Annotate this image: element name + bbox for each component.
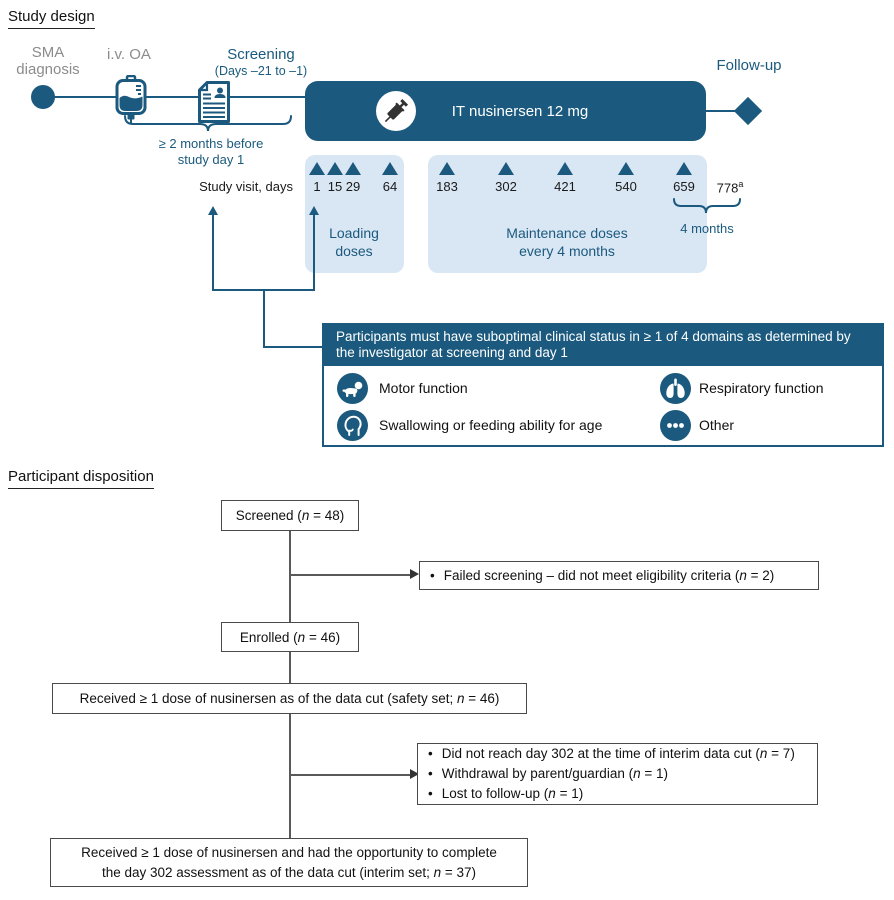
visit-day: 540: [615, 179, 637, 194]
visit-day: 302: [495, 179, 517, 194]
pre-months-brace: [120, 112, 300, 138]
dose-triangle: [327, 162, 343, 175]
followup-label: Follow-up: [716, 57, 782, 74]
screening-label: Screening: [227, 46, 295, 63]
dose-triangle: [557, 162, 573, 175]
visit-day: 659: [673, 179, 695, 194]
participant-disposition-title: Participant disposition: [8, 468, 154, 489]
dose-triangle: [618, 162, 634, 175]
iv-oa-label: i.v. OA: [107, 46, 151, 63]
flow-line: [289, 774, 410, 776]
pre-months-label: ≥ 2 months before study day 1: [158, 136, 264, 167]
visit-day-778: 778$^a$: [716, 179, 744, 196]
timeline-line: [43, 96, 305, 98]
failed-screening-box: • Failed screening – did not meet eligibility criteria (n = 2): [419, 561, 819, 590]
dose-triangle: [382, 162, 398, 175]
followup-node: [734, 97, 762, 125]
sma-diagnosis-node: [31, 85, 55, 109]
flow-arrow: [410, 569, 419, 579]
visit-day: 64: [382, 179, 398, 194]
connector-line: [263, 346, 322, 348]
four-months-brace: [668, 196, 748, 220]
interim-exclusions-box: • Did not reach day 302 at the time of interim data cut (n = 7) • Withdrawal by parent/guardian (n = 1) • Lost to follow-up (n = 1): [417, 743, 818, 805]
sma-diagnosis-label: SMA diagnosis: [16, 44, 80, 78]
loading-doses-label: Loading doses: [329, 225, 379, 259]
maintenance-doses-label: Maintenance doses every 4 months: [506, 225, 628, 259]
motor-function-label: Motor function: [379, 380, 468, 396]
respiratory-function-label: Respiratory function: [699, 380, 824, 396]
visit-day: 1: [313, 179, 321, 194]
interim-set-box: Received ≥ 1 dose of nusinersen and had the opportunity to complete the day 302 assessment as of the data cut (interim set; n = 37): [50, 838, 528, 887]
flow-line: [289, 531, 291, 622]
dose-triangle: [498, 162, 514, 175]
dose-triangle: [309, 162, 325, 175]
connector-line: [263, 289, 265, 348]
respiratory-function-icon: [660, 373, 691, 404]
criteria-header: Participants must have suboptimal clinical status in ≥ 1 of 4 domains as determined by the investigator at screening and day 1: [323, 324, 883, 366]
safety-set-box: Received ≥ 1 dose of nusinersen as of the data cut (safety set; n = 46): [52, 683, 527, 714]
other-label: Other: [699, 417, 735, 433]
criteria-box: [322, 323, 884, 447]
other-icon: [660, 410, 691, 441]
treatment-label: IT nusinersen 12 mg: [451, 103, 589, 120]
screening-days-label: (Days –21 to –1): [214, 64, 308, 78]
visit-axis-label: Study visit, days: [199, 179, 293, 194]
connector-line: [212, 214, 214, 291]
swallowing-label: Swallowing or feeding ability for age: [379, 417, 603, 433]
four-months-label: 4 months: [680, 221, 734, 236]
flow-line: [289, 714, 291, 838]
dose-triangle: [439, 162, 455, 175]
swallowing-icon: [337, 410, 368, 441]
visit-day: 421: [554, 179, 576, 194]
study-design-title: Study design: [8, 8, 95, 29]
visit-day: 183: [436, 179, 458, 194]
screened-box: Screened (n = 48): [221, 500, 359, 531]
flow-line: [289, 652, 291, 683]
visit-day: 29: [345, 179, 361, 194]
connector-line: [313, 214, 315, 291]
dose-triangle: [345, 162, 361, 175]
dose-triangle: [676, 162, 692, 175]
flow-line: [289, 574, 410, 576]
visit-day: 15: [327, 179, 343, 194]
motor-function-icon: [337, 373, 368, 404]
enrolled-box: Enrolled (n = 46): [221, 622, 359, 652]
